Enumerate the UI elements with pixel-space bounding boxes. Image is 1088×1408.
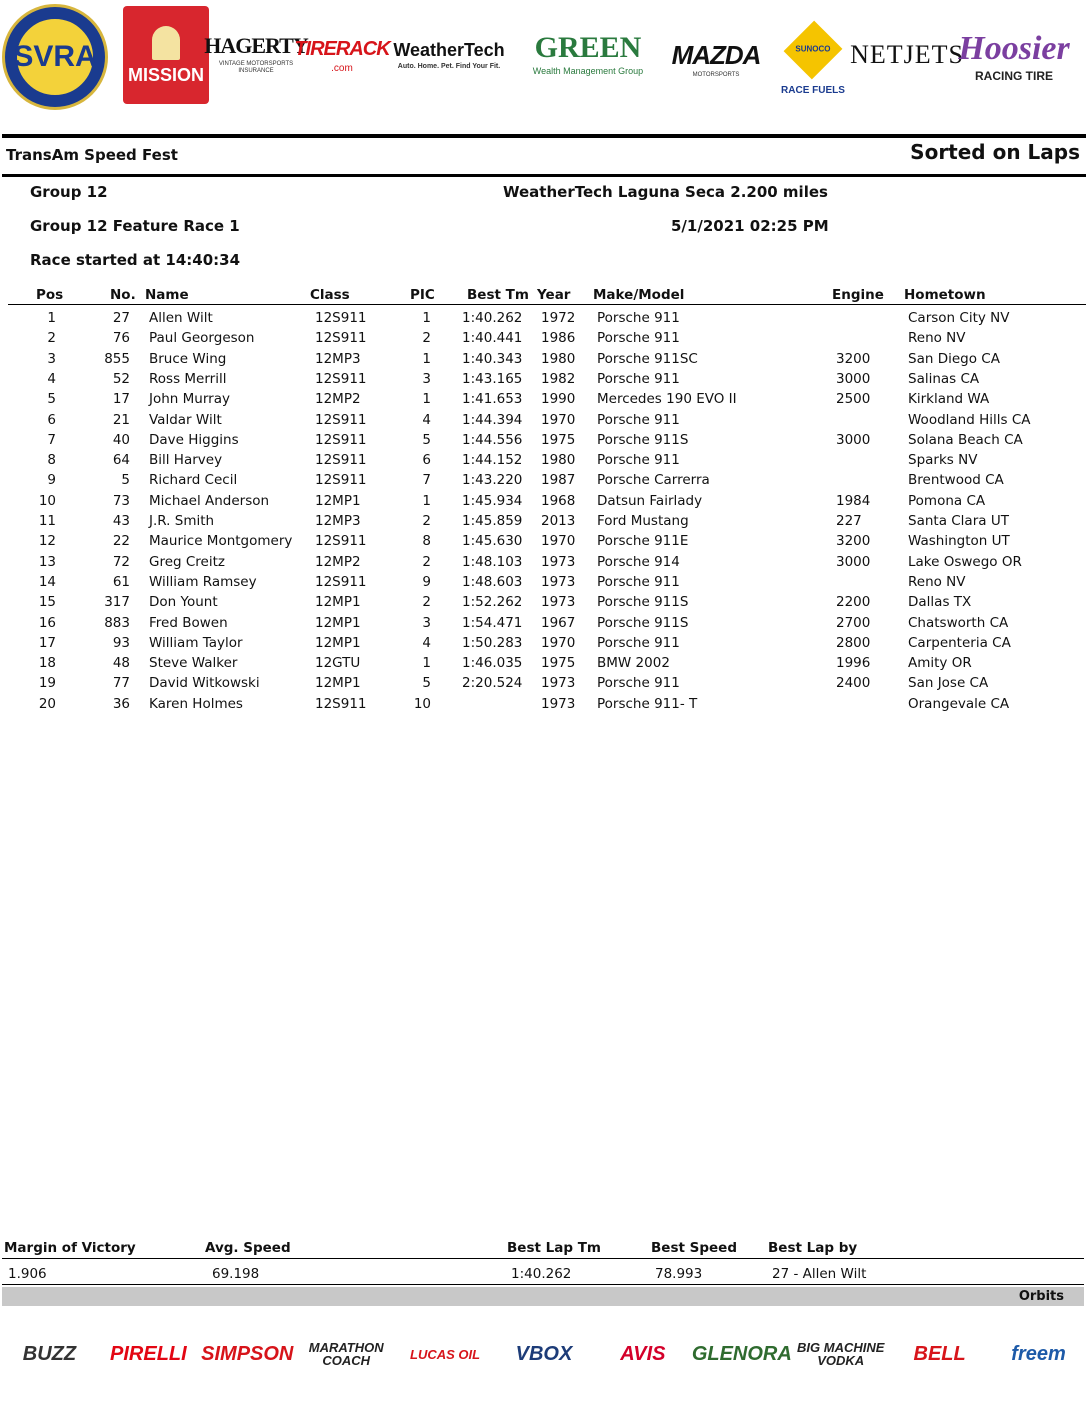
cell-no: 17	[112, 391, 130, 408]
sponsor-logo-bell: BELL	[913, 1343, 966, 1365]
cell-engine: 2400	[836, 675, 871, 692]
cell-class: 12S911	[315, 370, 367, 387]
sponsor-logo-simpson: SIMPSON	[201, 1343, 294, 1365]
cell-name: William Ramsey	[149, 573, 257, 590]
sponsor-logo-big-machine-vodka: BIG MACHINE VODKA	[797, 1340, 885, 1368]
table-row	[0, 451, 1088, 471]
col-make: Make/Model	[593, 287, 685, 303]
cell-best: 1:48.103	[462, 553, 523, 570]
cell-make: Porsche 911S	[597, 594, 689, 611]
table-row	[0, 674, 1088, 694]
session-title: Group 12 Feature Race 1	[30, 217, 240, 235]
header-rule-thin	[2, 174, 1086, 177]
cell-class: 12S911	[315, 573, 367, 590]
cell-engine: 3200	[836, 350, 871, 367]
cell-pos: 18	[38, 655, 56, 672]
best-lap-by-label: Best Lap by	[768, 1240, 858, 1256]
cell-name: Steve Walker	[149, 655, 238, 672]
cell-pos: 16	[38, 614, 56, 631]
table-row	[0, 634, 1088, 654]
cell-no: 36	[112, 695, 130, 712]
cell-make: Porsche 911	[597, 330, 680, 347]
table-row	[0, 370, 1088, 390]
summary-rule	[2, 1258, 1084, 1259]
cell-make: Mercedes 190 EVO II	[597, 391, 737, 408]
sponsor-logo-vbox: VBOX	[515, 1343, 573, 1365]
cell-pos: 5	[47, 391, 56, 408]
cell-name: Dave Higgins	[149, 431, 239, 448]
cell-year: 1982	[541, 370, 576, 387]
cell-pos: 3	[47, 350, 56, 367]
best-speed-value: 78.993	[655, 1266, 703, 1282]
cell-year: 1968	[541, 492, 576, 509]
cell-no: 73	[112, 492, 130, 509]
cell-best: 1:45.859	[462, 513, 523, 529]
cell-pic: 4	[422, 411, 431, 428]
cell-make: Porsche 911	[597, 370, 680, 387]
cell-pic: 7	[422, 472, 431, 489]
tirerack-logo: TIRERACK .com	[294, 37, 390, 74]
cell-best: 1:50.283	[462, 634, 523, 651]
table-row	[0, 492, 1088, 512]
cell-name: Bill Harvey	[149, 452, 223, 469]
col-best: Best Tm	[467, 287, 529, 303]
sponsor-logo-avis: AVIS	[620, 1343, 666, 1365]
cell-no: 27	[112, 310, 130, 326]
cell-no: 5	[121, 472, 130, 489]
cell-year: 1967	[541, 614, 576, 631]
cell-pos: 12	[38, 533, 56, 550]
cell-hometown: Orangevale CA	[908, 695, 1010, 712]
cell-best: 1:44.556	[462, 431, 523, 448]
avg-speed-value: 69.198	[212, 1266, 260, 1282]
table-row	[0, 593, 1088, 613]
cell-class: 12MP1	[315, 492, 361, 509]
cell-best: 2:20.524	[462, 675, 523, 692]
cell-make: Porsche 911S	[597, 614, 689, 631]
col-engine: Engine	[832, 287, 884, 303]
timing-system-label: Orbits	[1018, 1289, 1064, 1304]
cell-pos: 10	[38, 492, 56, 509]
table-row	[0, 553, 1088, 573]
cell-hometown: San Diego CA	[908, 350, 1000, 367]
mazda-logo: MAZDA MOTORSPORTS	[671, 39, 761, 78]
margin-value: 1.906	[8, 1266, 47, 1282]
cell-make: Datsun Fairlady	[597, 492, 703, 509]
cell-make: Porsche 911S	[597, 431, 689, 448]
sponsor-logo-pirelli: PIRELLI	[110, 1343, 187, 1365]
cell-pos: 17	[38, 634, 56, 651]
cell-year: 1975	[541, 431, 576, 448]
margin-label: Margin of Victory	[4, 1240, 136, 1256]
table-row	[0, 309, 1088, 329]
cell-hometown: Solana Beach CA	[908, 431, 1023, 448]
best-lap-label: Best Lap Tm	[507, 1240, 601, 1256]
cell-pos: 9	[47, 472, 56, 489]
cell-make: Porsche 911	[597, 310, 680, 326]
cell-no: 93	[112, 634, 130, 651]
cell-hometown: Lake Oswego OR	[908, 553, 1022, 570]
cell-best: 1:40.441	[462, 330, 523, 347]
cell-best: 1:48.603	[462, 573, 523, 590]
cell-class: 12S911	[315, 533, 367, 550]
table-row	[0, 390, 1088, 410]
cell-pic: 1	[422, 492, 431, 509]
cell-hometown: Salinas CA	[908, 370, 980, 387]
cell-make: Porsche 911	[597, 675, 680, 692]
sunoco-logo: SUNOCO RACE FUELS	[780, 10, 846, 108]
cell-year: 1980	[541, 452, 576, 469]
cell-class: 12MP3	[315, 350, 361, 367]
cell-class: 12MP2	[315, 553, 361, 570]
hoosier-logo: Hoosier RACING TIRE	[958, 30, 1070, 84]
cell-pos: 11	[38, 513, 56, 529]
hagerty-logo: HAGERTY VINTAGE MOTORSPORTS INSURANCE	[204, 33, 308, 74]
cell-class: 12S911	[315, 330, 367, 347]
cell-name: Allen Wilt	[149, 310, 213, 326]
cell-class: 12GTU	[315, 655, 361, 672]
cell-pos: 14	[38, 573, 56, 590]
cell-best: 1:43.220	[462, 472, 523, 489]
cell-name: Michael Anderson	[149, 492, 270, 509]
cell-pic: 1	[422, 310, 431, 326]
cell-hometown: Woodland Hills CA	[908, 411, 1031, 428]
cell-pic: 2	[422, 553, 431, 570]
cell-class: 12MP3	[315, 513, 361, 529]
cell-pos: 7	[47, 431, 56, 448]
cell-make: Porsche 914	[597, 553, 680, 570]
cell-engine: 2200	[836, 594, 871, 611]
weathertech-logo: WeatherTech Auto. Home. Pet. Find Your Fit.	[393, 40, 505, 71]
cell-make: Ford Mustang	[597, 513, 689, 529]
col-name: Name	[145, 287, 189, 303]
footer-bar	[2, 1287, 1084, 1306]
best-lap-by-value: 27 - Allen Wilt	[772, 1266, 867, 1282]
cell-pic: 3	[422, 370, 431, 387]
cell-name: Bruce Wing	[149, 350, 227, 367]
cell-year: 1975	[541, 655, 576, 672]
cell-make: Porsche 911- T	[597, 695, 698, 712]
cell-engine: 2700	[836, 614, 871, 631]
cell-hometown: Washington UT	[908, 533, 1010, 550]
cell-class: 12S911	[315, 411, 367, 428]
col-class: Class	[310, 287, 350, 303]
cell-hometown: Carson City NV	[908, 310, 1010, 326]
cell-name: David Witkowski	[149, 675, 260, 692]
cell-name: Greg Creitz	[149, 553, 225, 570]
event-title: TransAm Speed Fest	[6, 146, 178, 164]
top-sponsor-banner	[0, 0, 1088, 130]
cell-pic: 5	[422, 675, 431, 692]
cell-name: Valdar Wilt	[149, 411, 222, 428]
cell-hometown: Sparks NV	[908, 452, 978, 469]
group-title: Group 12	[30, 183, 108, 201]
cell-name: Ross Merrill	[149, 370, 227, 387]
cell-pos: 6	[47, 411, 56, 428]
cell-make: Porsche 911	[597, 411, 680, 428]
table-row	[0, 350, 1088, 370]
svra-logo: SVRA	[2, 4, 108, 110]
cell-hometown: Pomona CA	[908, 492, 986, 509]
cell-pic: 6	[422, 452, 431, 469]
table-row	[0, 411, 1088, 431]
track-name: WeatherTech Laguna Seca 2.200 miles	[503, 183, 828, 201]
cell-name: J.R. Smith	[149, 513, 215, 529]
cell-year: 1970	[541, 411, 576, 428]
cell-pos: 19	[38, 675, 56, 692]
cell-pos: 15	[38, 594, 56, 611]
sort-label: Sorted on Laps	[910, 140, 1080, 164]
table-row	[0, 471, 1088, 491]
cell-year: 2013	[541, 513, 576, 529]
cell-pic: 1	[422, 350, 431, 367]
col-pos: Pos	[36, 287, 64, 303]
cell-no: 883	[104, 614, 130, 631]
cell-pic: 1	[422, 655, 431, 672]
table-row	[0, 532, 1088, 552]
cell-pic: 8	[422, 533, 431, 550]
col-hometown: Hometown	[904, 287, 986, 303]
cell-year: 1973	[541, 695, 576, 712]
cell-best: 1:40.262	[462, 310, 523, 326]
cell-best: 1:41.653	[462, 391, 523, 408]
cell-year: 1973	[541, 675, 576, 692]
sponsor-logo-lucas-oil: LUCAS OIL	[410, 1346, 481, 1362]
cell-pos: 1	[47, 310, 56, 326]
cell-hometown: Chatsworth CA	[908, 614, 1009, 631]
cell-pos: 2	[47, 330, 56, 347]
sponsor-logo-freem: freem	[1011, 1343, 1066, 1365]
table-row	[0, 573, 1088, 593]
cell-no: 855	[104, 350, 130, 367]
cell-no: 64	[112, 452, 130, 469]
cell-engine: 3200	[836, 533, 871, 550]
cell-pic: 4	[422, 634, 431, 651]
cell-hometown: Carpenteria CA	[908, 634, 1011, 651]
cell-engine: 1984	[836, 492, 871, 509]
cell-make: Porsche Carrerra	[597, 472, 710, 489]
cell-no: 22	[112, 533, 130, 550]
cell-no: 76	[112, 330, 130, 347]
cell-year: 1980	[541, 350, 576, 367]
cell-name: Richard Cecil	[149, 472, 238, 489]
cell-no: 43	[112, 513, 130, 529]
cell-class: 12S911	[315, 472, 367, 489]
cell-make: Porsche 911SC	[597, 350, 698, 367]
cell-make: Porsche 911	[597, 573, 680, 590]
cell-pic: 1	[422, 391, 431, 408]
table-row	[0, 512, 1088, 532]
avg-speed-label: Avg. Speed	[205, 1240, 291, 1256]
cell-no: 40	[112, 431, 130, 448]
cell-make: Porsche 911	[597, 634, 680, 651]
cell-best: 1:46.035	[462, 655, 523, 672]
cell-year: 1972	[541, 310, 576, 326]
cell-pos: 8	[47, 452, 56, 469]
cell-hometown: Reno NV	[908, 573, 966, 590]
cell-best: 1:43.165	[462, 370, 523, 387]
cell-engine: 227	[836, 513, 862, 529]
cell-hometown: Amity OR	[908, 655, 972, 672]
cell-year: 1973	[541, 553, 576, 570]
cell-make: Porsche 911E	[597, 533, 689, 550]
cell-pic: 2	[422, 513, 431, 529]
cell-make: BMW 2002	[597, 655, 670, 672]
green-wealth-logo: GREEN Wealth Management Group	[532, 31, 644, 77]
cell-no: 52	[112, 370, 130, 387]
cell-name: Fred Bowen	[149, 614, 228, 631]
cell-no: 48	[112, 655, 130, 672]
cell-best: 1:44.394	[462, 411, 523, 428]
session-datetime: 5/1/2021 02:25 PM	[671, 217, 829, 235]
cell-name: Maurice Montgomery	[149, 533, 293, 550]
cell-engine: 3000	[836, 370, 871, 387]
cell-pic: 10	[413, 695, 431, 712]
cell-hometown: Kirkland WA	[908, 391, 990, 408]
cell-best: 1:45.934	[462, 492, 523, 509]
cell-class: 12MP1	[315, 634, 361, 651]
cell-name: Paul Georgeson	[149, 330, 255, 347]
sponsor-logo-buzz: BUZZ	[22, 1343, 77, 1365]
cell-name: Don Yount	[149, 594, 218, 611]
cell-class: 12MP2	[315, 391, 361, 408]
cell-pic: 5	[422, 431, 431, 448]
cell-hometown: San Jose CA	[908, 675, 989, 692]
cell-class: 12S911	[315, 310, 367, 326]
cell-year: 1973	[541, 594, 576, 611]
header-rule	[2, 134, 1086, 138]
col-pic: PIC	[410, 287, 435, 303]
summary-rule-bottom	[2, 1284, 1084, 1285]
cell-year: 1973	[541, 573, 576, 590]
cell-name: John Murray	[149, 391, 230, 408]
cell-class: 12S911	[315, 431, 367, 448]
table-row	[0, 695, 1088, 715]
cell-hometown: Reno NV	[908, 330, 966, 347]
table-row	[0, 431, 1088, 451]
cell-pos: 20	[38, 695, 56, 712]
netjets-logo: NETJETS	[850, 40, 964, 69]
cell-make: Porsche 911	[597, 452, 680, 469]
cell-engine: 2800	[836, 634, 871, 651]
cell-best: 1:52.262	[462, 594, 523, 611]
best-speed-label: Best Speed	[651, 1240, 737, 1256]
cell-hometown: Dallas TX	[908, 594, 972, 611]
cell-best: 1:40.343	[462, 350, 523, 367]
cell-class: 12MP1	[315, 675, 361, 692]
cell-pic: 3	[422, 614, 431, 631]
cell-class: 12MP1	[315, 614, 361, 631]
cell-class: 12S911	[315, 695, 367, 712]
cell-hometown: Santa Clara UT	[908, 513, 1009, 529]
cell-engine: 2500	[836, 391, 871, 408]
cell-no: 21	[112, 411, 130, 428]
cell-year: 1970	[541, 634, 576, 651]
cell-no: 72	[112, 553, 130, 570]
race-start: Race started at 14:40:34	[30, 251, 241, 269]
sponsor-logo-glenora: GLENORA	[691, 1343, 792, 1365]
cell-year: 1990	[541, 391, 576, 408]
cell-class: 12MP1	[315, 594, 361, 611]
cell-pic: 2	[422, 594, 431, 611]
cell-no: 317	[104, 594, 130, 611]
cell-pos: 13	[38, 553, 56, 570]
cell-no: 61	[112, 573, 130, 590]
cell-year: 1987	[541, 472, 576, 489]
col-no: No.	[110, 287, 136, 303]
column-rule	[8, 304, 1086, 305]
cell-pic: 2	[422, 330, 431, 347]
cell-name: William Taylor	[149, 634, 243, 651]
table-row	[0, 654, 1088, 674]
cell-year: 1970	[541, 533, 576, 550]
cell-name: Karen Holmes	[149, 695, 243, 712]
cell-engine: 3000	[836, 553, 871, 570]
cell-engine: 3000	[836, 431, 871, 448]
cell-engine: 1996	[836, 655, 871, 672]
table-row	[0, 329, 1088, 349]
table-row	[0, 614, 1088, 634]
cell-class: 12S911	[315, 452, 367, 469]
bottom-sponsor-banner	[0, 1308, 1088, 1408]
cell-best: 1:45.630	[462, 533, 523, 550]
cell-pos: 4	[47, 370, 56, 387]
cell-best: 1:54.471	[462, 614, 523, 631]
sponsor-logo-marathon-coach: MARATHON COACH	[308, 1340, 384, 1368]
best-lap-value: 1:40.262	[511, 1266, 572, 1282]
cell-pic: 9	[422, 573, 431, 590]
cell-no: 77	[112, 675, 130, 692]
cell-best: 1:44.152	[462, 452, 523, 469]
col-year: Year	[537, 287, 571, 303]
cell-year: 1986	[541, 330, 576, 347]
mission-logo: MISSION	[123, 6, 209, 104]
cell-hometown: Brentwood CA	[908, 472, 1004, 489]
